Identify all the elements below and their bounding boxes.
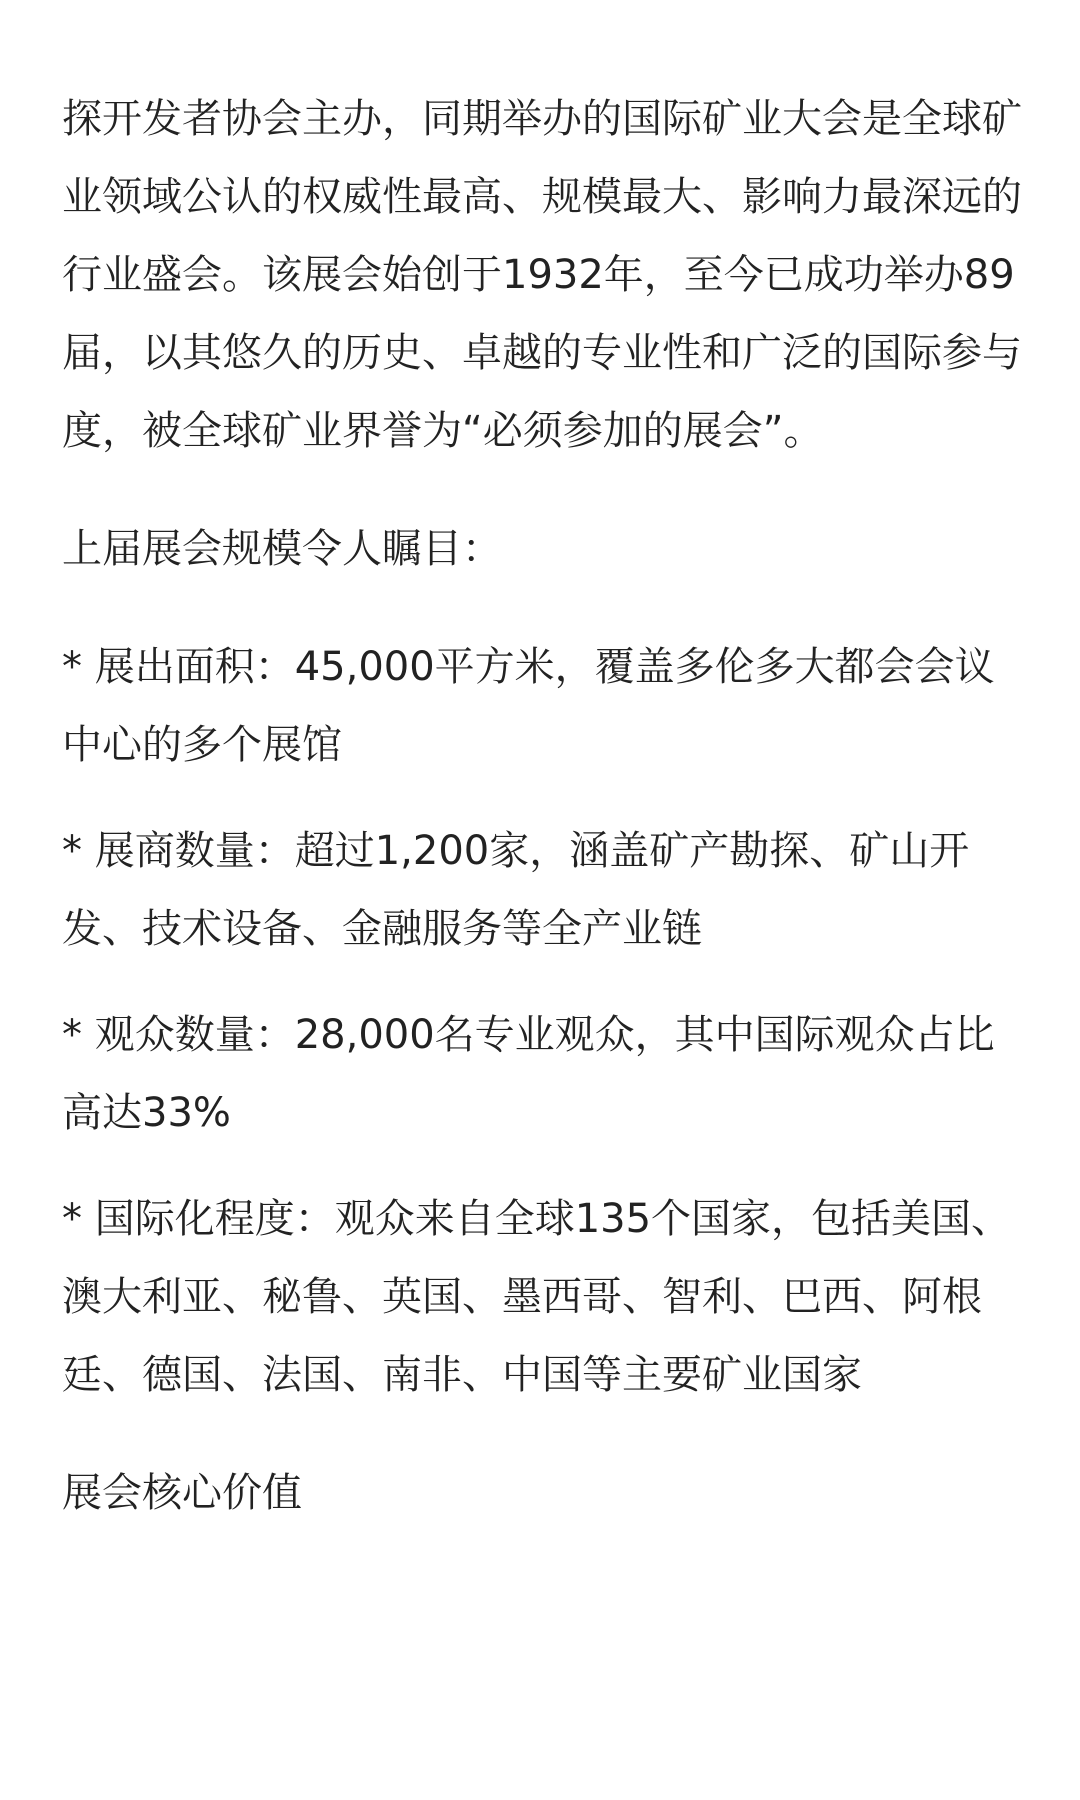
bullet-exhibitor-count: * 展商数量：超过1,200家，涵盖矿产勘探、矿山开发、技术设备、金融服务等全产业链: [62, 828, 970, 952]
bullet-exhibition-area: * 展出面积：45,000平方米，覆盖多伦多大都会会议中心的多个展馆: [62, 644, 995, 768]
intro-paragraph: 探开发者协会主办，同期举办的国际矿业大会是全球矿业领域公认的权威性最高、规模最大、影响力最深远的行业盛会。该展会始创于1932年，至今已成功举办89届，以其悠久的历史、卓越的专业性和广泛的国际参与度，被全球矿业界誉为“必须参加的展会”。: [62, 96, 1022, 454]
article-body: [62, 80, 1022, 1532]
bullet-internationalization: * 国际化程度：观众来自全球135个国家，包括美国、澳大利亚、秘鲁、英国、墨西哥、智利、巴西、阿根廷、德国、法国、南非、中国等主要矿业国家: [62, 1196, 1012, 1398]
bullet-visitor-count: * 观众数量：28,000名专业观众，其中国际观众占比高达33%: [62, 1012, 995, 1136]
value-heading: 展会核心价值: [62, 1470, 302, 1516]
scale-heading: 上届展会规模令人瞩目：: [62, 526, 502, 572]
